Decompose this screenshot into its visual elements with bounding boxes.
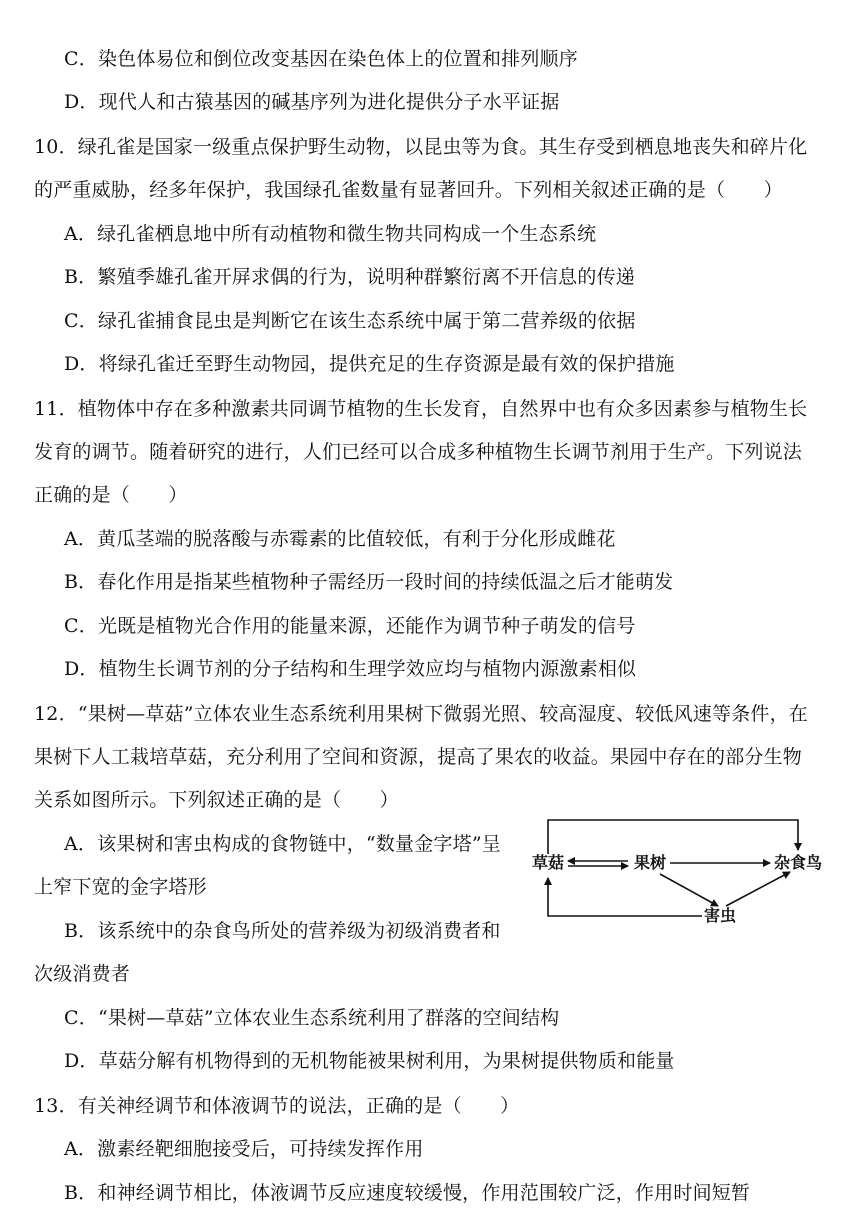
q11-option-d: D．植物生长调节剂的分子结构和生理学效应均与植物内源激素相似 <box>64 658 637 680</box>
q12-option-b-line-1: B．该系统中的杂食鸟所处的营养级为初级消费者和 <box>64 920 501 942</box>
q12-stem-line-3: 关系如图所示。下列叙述正确的是（ ） <box>34 789 399 811</box>
q9-option-c: C．染色体易位和倒位改变基因在染色体上的位置和排列顺序 <box>64 48 578 70</box>
q12-stem-line-1: 12．“果树—草菇”立体农业生态系统利用果树下微弱光照、较高湿度、较低风速等条件，在 <box>34 703 809 725</box>
q10-option-d: D．将绿孔雀迁至野生动物园，提供充足的生存资源是最有效的保护措施 <box>64 353 675 375</box>
q12-option-a-line-2: 上窄下宽的金字塔形 <box>34 876 207 898</box>
q12-option-b-line-2: 次级消费者 <box>34 963 131 985</box>
q11-stem-line-2: 发育的调节。随着研究的进行，人们已经可以合成多种植物生长调节剂用于生产。下列说法 <box>34 441 803 463</box>
arrow-pest-to-mushroom <box>548 878 706 916</box>
q11-option-c: C．光既是植物光合作用的能量来源，还能作为调节种子萌发的信号 <box>64 615 636 637</box>
q10-stem-line-1: 10．绿孔雀是国家一级重点保护野生动物，以昆虫等为食。其生存受到栖息地丧失和碎片化 <box>34 136 808 158</box>
q10-option-a: A．绿孔雀栖息地中所有动植物和微生物共同构成一个生态系统 <box>64 223 597 245</box>
q11-stem-line-3: 正确的是（ ） <box>34 484 188 506</box>
q13-option-b: B．和神经调节相比，体液调节反应速度较缓慢，作用范围较广泛，作用时间短暂 <box>64 1182 751 1204</box>
node-pest: 害虫 <box>704 906 737 925</box>
q10-option-b: B．繁殖季雄孔雀开屏求偶的行为，说明种群繁衍离不开信息的传递 <box>64 266 635 288</box>
node-omnivorous-bird: 杂食鸟 <box>774 853 823 872</box>
arrow-fruit-tree-to-pest <box>660 874 718 906</box>
q12-option-d: D．草菇分解有机物得到的无机物能被果树利用，为果树提供物质和能量 <box>64 1050 675 1072</box>
q13-stem-line-1: 13．有关神经调节和体液调节的说法，正确的是（ ） <box>34 1095 520 1117</box>
q11-option-b: B．春化作用是指某些植物种子需经历一段时间的持续低温之后才能萌发 <box>64 571 674 593</box>
q10-option-c: C．绿孔雀捕食昆虫是判断它在该生态系统中属于第二营养级的依据 <box>64 310 636 332</box>
q12-option-c: C．“果树—草菇”立体农业生态系统利用了群落的空间结构 <box>64 1007 560 1029</box>
q13-option-a: A．激素经靶细胞接受后，可持续发挥作用 <box>64 1138 424 1160</box>
arrow-mushroom-to-bird <box>548 820 798 854</box>
node-mushroom: 草菇 <box>532 853 565 872</box>
q12-stem-line-2: 果树下人工栽培草菇，充分利用了空间和资源，提高了果农的收益。果园中存在的部分生物 <box>34 746 803 768</box>
food-web-arrows <box>528 816 828 928</box>
q11-option-a: A．黄瓜茎端的脱落酸与赤霉素的比值较低，有利于分化形成雌花 <box>64 528 616 550</box>
arrow-pest-to-bird <box>726 872 790 906</box>
node-fruit-tree: 果树 <box>634 853 667 872</box>
q9-option-d: D．现代人和古猿基因的碱基序列为进化提供分子水平证据 <box>64 91 560 113</box>
q11-stem-line-1: 11．植物体中存在多种激素共同调节植物的生长发育，自然界中也有众多因素参与植物生长 <box>34 398 808 420</box>
q10-stem-line-2: 的严重威胁，经多年保护，我国绿孔雀数量有显著回升。下列相关叙述正确的是（ ） <box>34 179 783 201</box>
food-web-diagram <box>528 816 828 928</box>
q12-option-a-line-1: A．该果树和害虫构成的食物链中，“数量金字塔”呈 <box>64 833 501 855</box>
